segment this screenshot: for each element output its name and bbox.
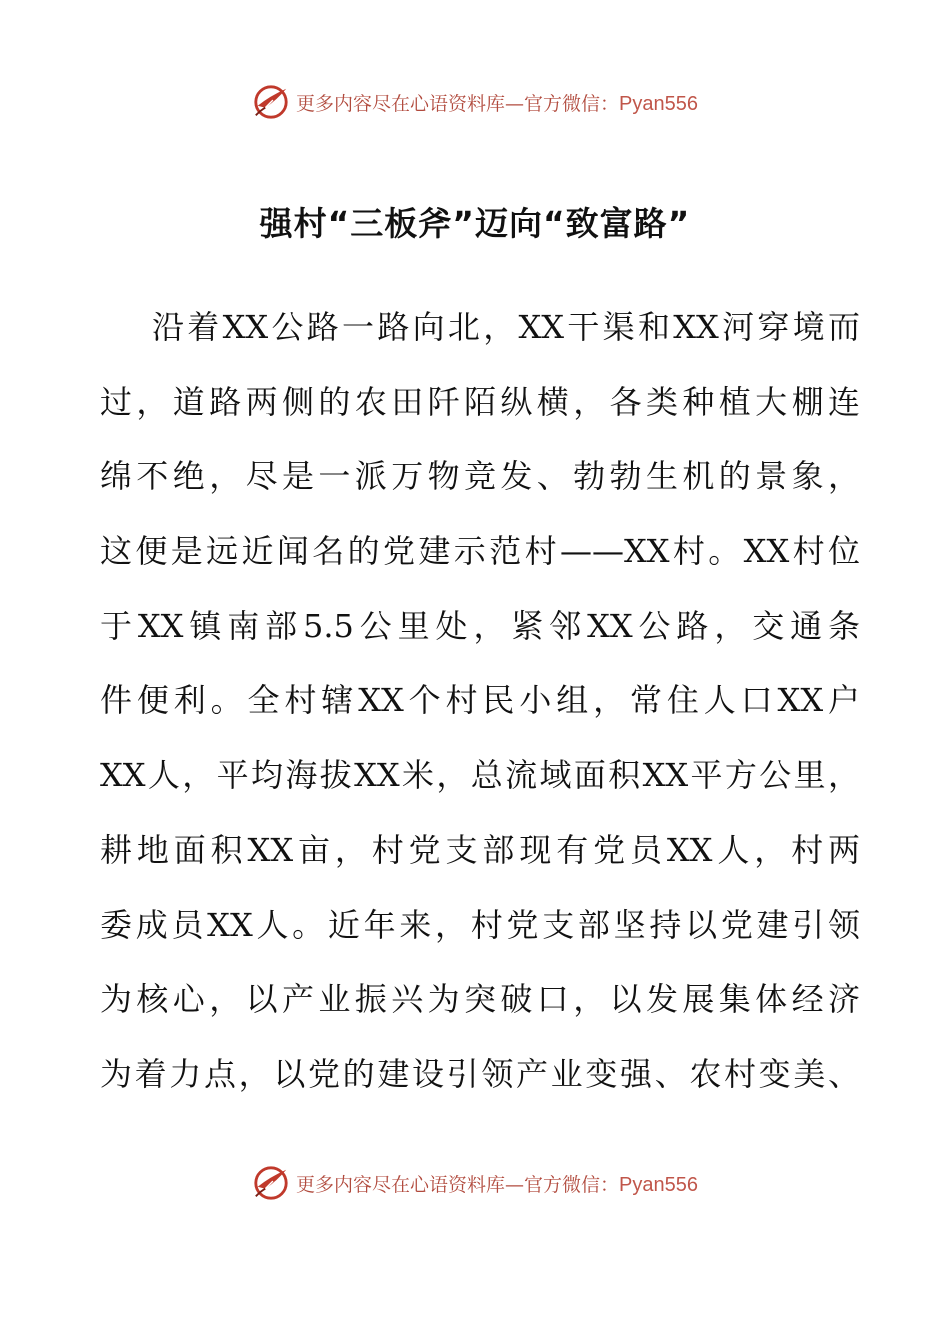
- footer-wechat-id: Pyan556: [619, 1173, 698, 1196]
- body-line: 于XX镇南部5.5公里处，紧邻XX公路，交通条: [100, 606, 860, 645]
- body-line: 为核心，以产业振兴为突破口，以发展集体经济: [100, 980, 860, 1019]
- body-line: 绵不绝，尽是一派万物竞发、勃勃生机的景象，: [100, 457, 860, 496]
- header-banner: [0, 80, 950, 124]
- body-line: 件便利。全村辖XX个村民小组，常住人口XX户: [100, 681, 860, 720]
- document-title: 强村“三板斧”迈向“致富路”: [259, 204, 691, 243]
- body-line: 过，道路两侧的农田阡陌纵横，各类种植大棚连: [100, 382, 860, 421]
- body-line: XX人，平均海拔XX米，总流域面积XX平方公里，: [100, 756, 860, 795]
- body-line: 这便是远近闻名的党建示范村——XX村。XX村位: [100, 532, 860, 571]
- header-wechat-id: Pyan556: [619, 92, 698, 115]
- body-line: 为着力点，以党的建设引领产业变强、农村变美、: [100, 1054, 860, 1093]
- footer-banner-text: 更多内容尽在心语资料库—官方微信：Pyan556: [296, 1173, 698, 1196]
- body-line: 委成员XX人。近年来，村党支部坚持以党建引领: [100, 905, 860, 944]
- quill-logo-icon: [252, 1164, 290, 1202]
- footer-banner: [0, 1161, 950, 1205]
- header-banner-text: 更多内容尽在心语资料库—官方微信：Pyan556: [296, 92, 698, 115]
- document-body: [100, 290, 860, 1112]
- quill-logo-icon: [252, 83, 290, 121]
- body-line: 耕地面积XX亩，村党支部现有党员XX人，村两: [100, 830, 860, 869]
- body-line: 沿着XX公路一路向北，XX干渠和XX河穿境而: [152, 308, 860, 346]
